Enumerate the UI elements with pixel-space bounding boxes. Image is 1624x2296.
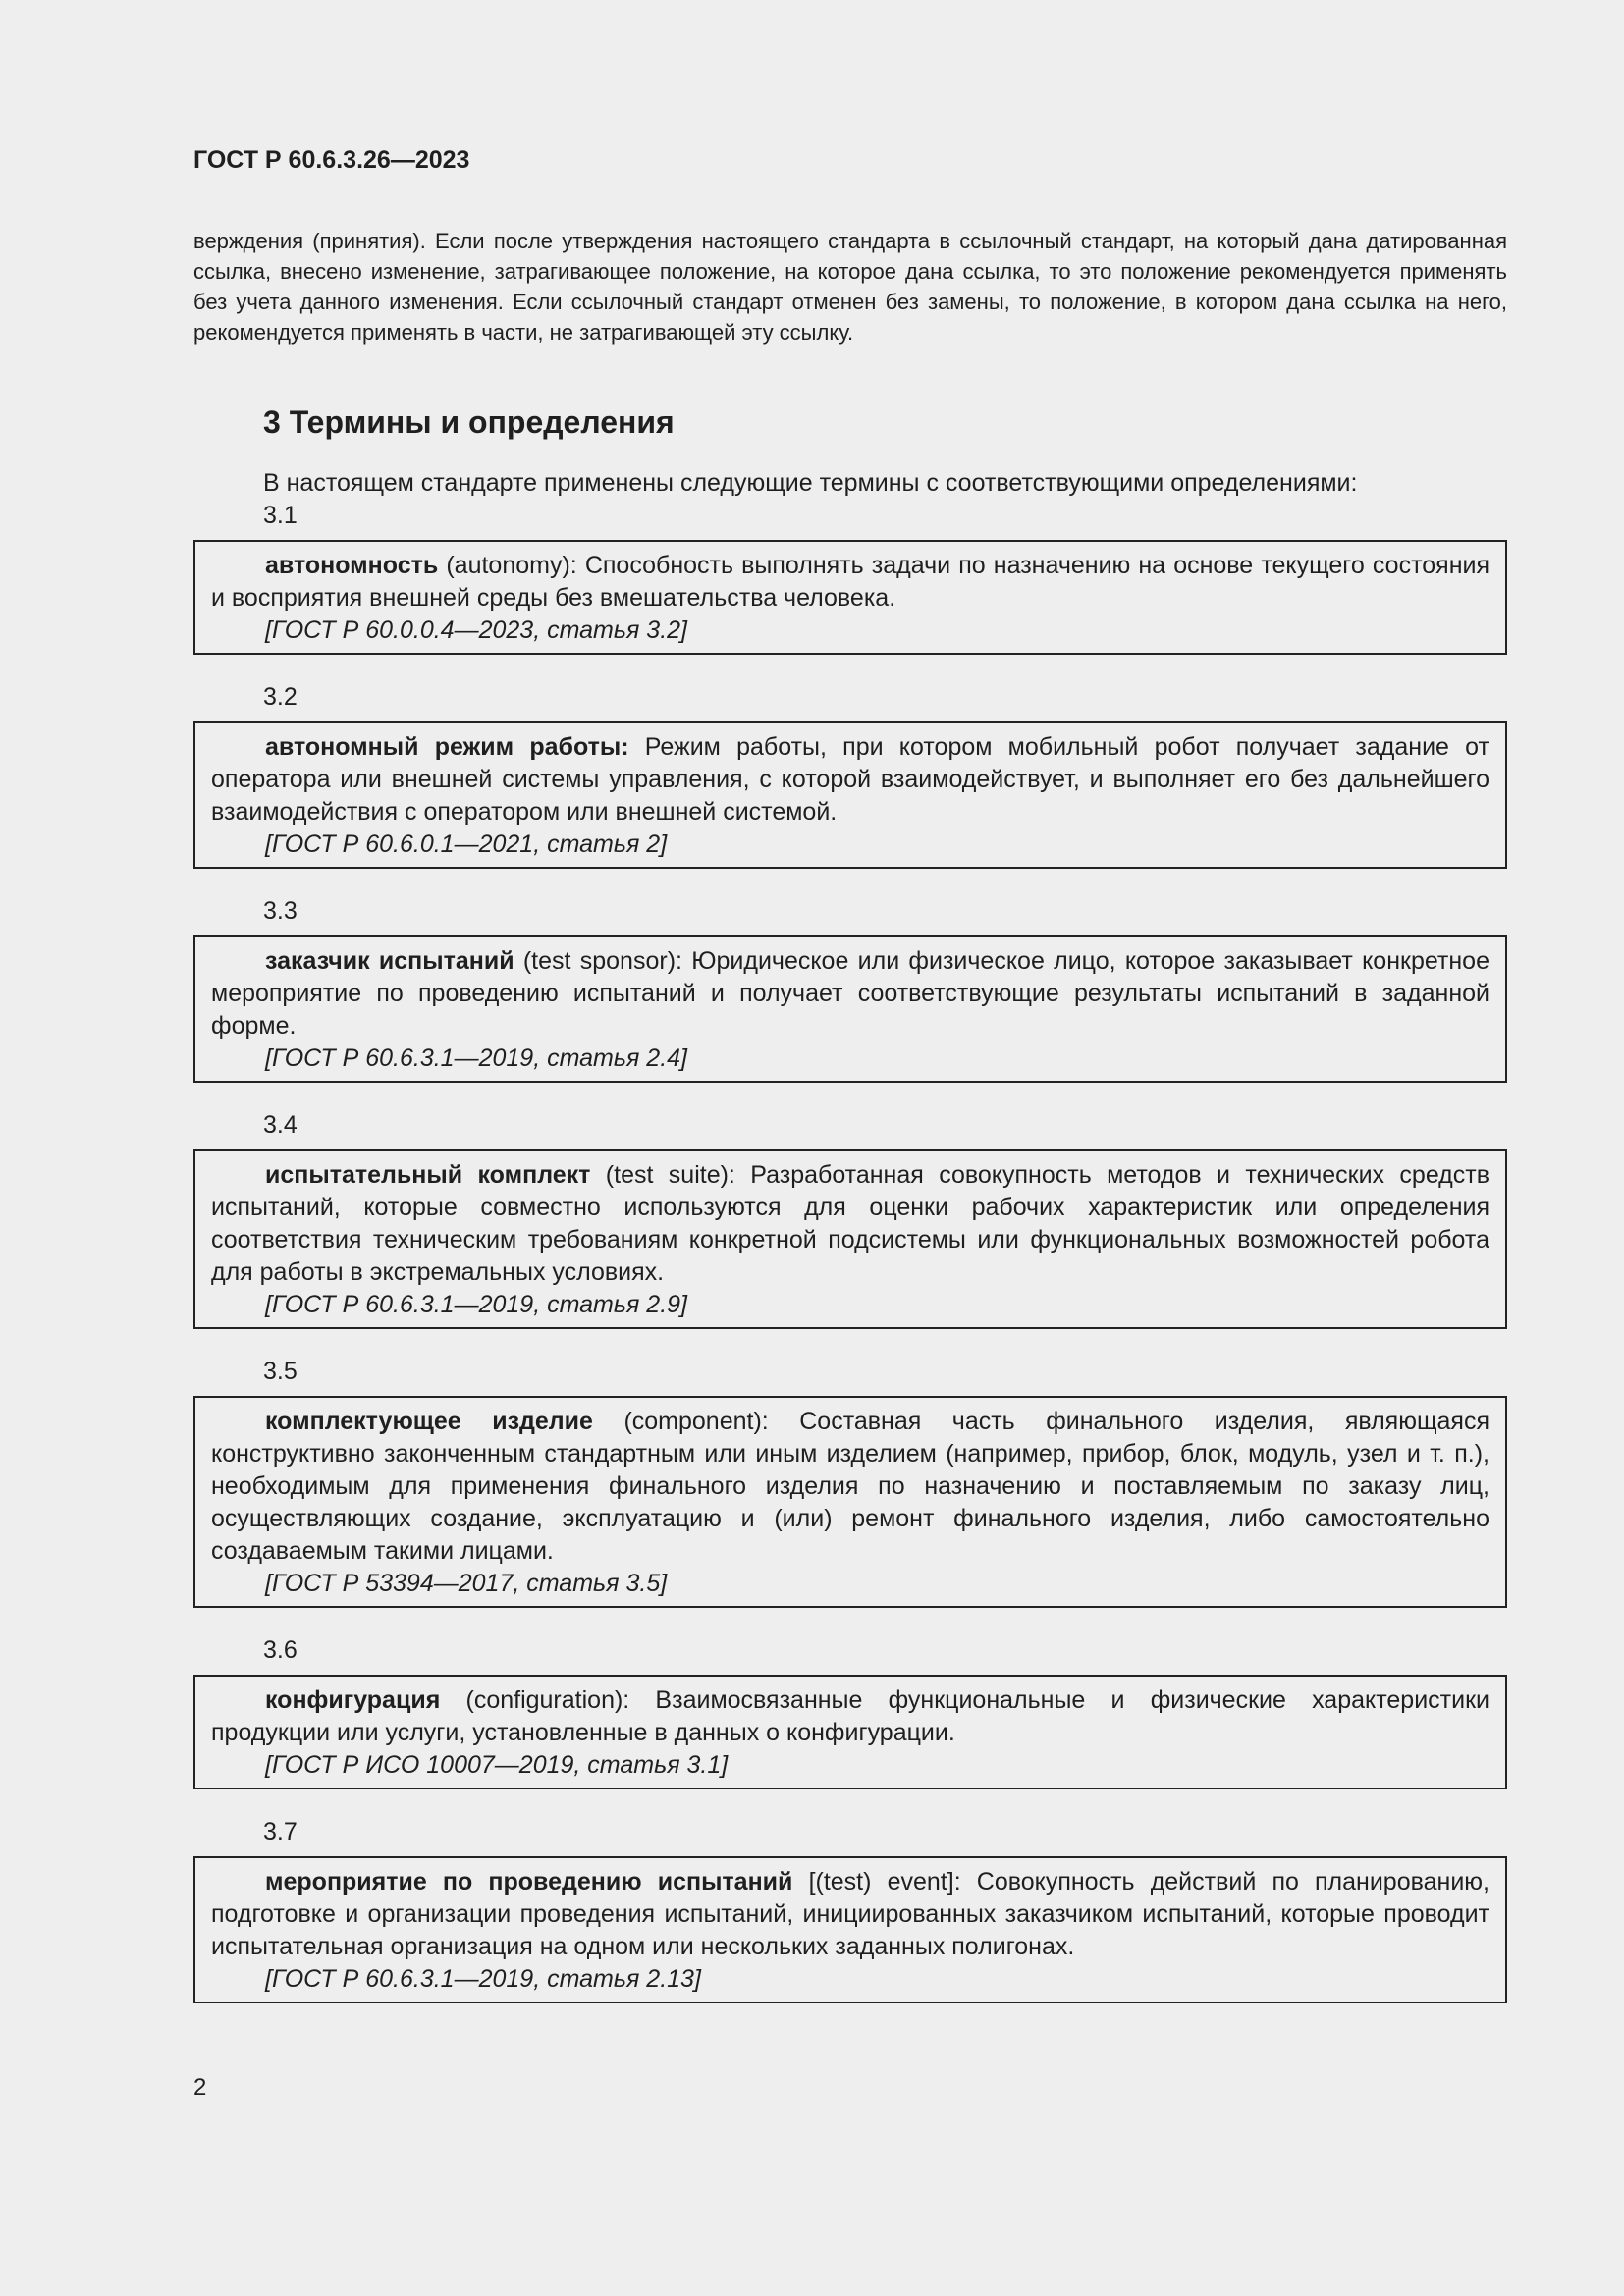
term-definition-box [193, 540, 1507, 655]
term-name: автономность [265, 552, 439, 579]
term-name: мероприятие по проведению испытаний [265, 1868, 793, 1896]
term-definition [211, 1159, 1489, 1289]
term-source: [ГОСТ Р 53394—2017, статья 3.5] [265, 1570, 668, 1597]
term-definition-box [193, 1856, 1507, 2003]
term-name: автономный режим работы: [265, 733, 629, 761]
term-name: конфигурация [265, 1686, 441, 1714]
term-definition-box [193, 1396, 1507, 1608]
term-number: 3.4 [263, 1111, 298, 1139]
document-page [193, 145, 1507, 2003]
term-definition [211, 1406, 1489, 1568]
document-code-header: ГОСТ Р 60.6.3.26—2023 [193, 146, 470, 174]
section-heading: 3 Термины и определения [263, 404, 675, 440]
term-definition-text: Режим работы, при котором мобильный робот получает задание от оператора или внешней системы управления, с которой взаимодействует, и выполняет его без дальнейшего взаимодействия с оператором или внешней системой. [211, 733, 1489, 826]
term-name: комплектующее изделие [265, 1408, 593, 1435]
term-definition-text: (component): Составная часть финального изделия, являющаяся конструктивно законченным стандартным или иным изделием (например, прибор, блок, модуль, узел и т. п.), необходимым для применения финального изделия по назначению и поставляемым по заказу лиц, осуществляющих создание, эксплуатацию и (или) ремонт финального изделия, либо самостоятельно создаваемым такими лицами. [211, 1408, 1489, 1565]
term-source: [ГОСТ Р 60.0.0.4—2023, статья 3.2] [265, 616, 688, 644]
term-source: [ГОСТ Р 60.6.3.1—2019, статья 2.4] [265, 1044, 688, 1072]
term-definition-box [193, 721, 1507, 869]
term-definition-box [193, 1675, 1507, 1789]
term-source: [ГОСТ Р 60.6.3.1—2019, статья 2.9] [265, 1291, 688, 1318]
term-definition [211, 1684, 1489, 1749]
term-number: 3.3 [263, 897, 298, 925]
term-number: 3.7 [263, 1818, 298, 1845]
term-definition [211, 731, 1489, 828]
term-definition-text: (test sponsor): Юридическое или физическое лицо, которое заказывает конкретное мероприятие по проведению испытаний и получает соответствующие результаты испытаний в заданной форме. [211, 947, 1489, 1040]
term-definition-box [193, 1149, 1507, 1329]
term-definition [211, 550, 1489, 614]
page-number: 2 [193, 2074, 207, 2101]
term-name: заказчик испытаний [265, 947, 514, 975]
term-definition-text: (configuration): Взаимосвязанные функциональные и физические характеристики продукции или услуги, установленные в данных о конфигурации. [211, 1686, 1489, 1746]
term-definition-text: (autonomy): Способность выполнять задачи по назначению на основе текущего состояния и восприятия внешней среды без вмешательства человека. [211, 552, 1489, 612]
term-name: испытательный комплект [265, 1161, 591, 1189]
term-source: [ГОСТ Р 60.6.0.1—2021, статья 2] [265, 830, 668, 858]
term-definition-box [193, 935, 1507, 1083]
term-source: [ГОСТ Р ИСО 10007—2019, статья 3.1] [265, 1751, 729, 1779]
section-intro: В настоящем стандарте применены следующие термины с соответствующими определениями: [263, 469, 1358, 497]
term-number: 3.5 [263, 1358, 298, 1385]
term-number: 3.1 [263, 502, 298, 529]
term-number: 3.6 [263, 1636, 298, 1664]
term-definition-text: [(test) event]: Совокупность действий по планированию, подготовке и организации проведения испытаний, инициированных заказчиком испытаний, которые проводит испытательная организация на одном или нескольких заданных полигонах. [211, 1868, 1489, 1960]
term-definition [211, 945, 1489, 1042]
term-definition [211, 1866, 1489, 1963]
term-number: 3.2 [263, 683, 298, 711]
intro-paragraph: верждения (принятия). Если после утверждения настоящего стандарта в ссылочный стандарт, на который дана датированная ссылка, внесено изменение, затрагивающее положение, на которое дана ссылка, то это положение рекомендуется применять без учета данного изменения. Если ссылочный стандарт отменен без замены, то положение, в котором дана ссылка на него, рекомендуется применять в части, не затрагивающей эту ссылку. [193, 229, 1507, 345]
term-source: [ГОСТ Р 60.6.3.1—2019, статья 2.13] [265, 1965, 701, 1993]
term-definition-text: (test suite): Разработанная совокупность методов и технических средств испытаний, которые совместно используются для оценки рабочих характеристик или определения соответствия техническим требованиям конкретной подсистемы или функциональных возможностей робота для работы в экстремальных условиях. [211, 1161, 1489, 1286]
